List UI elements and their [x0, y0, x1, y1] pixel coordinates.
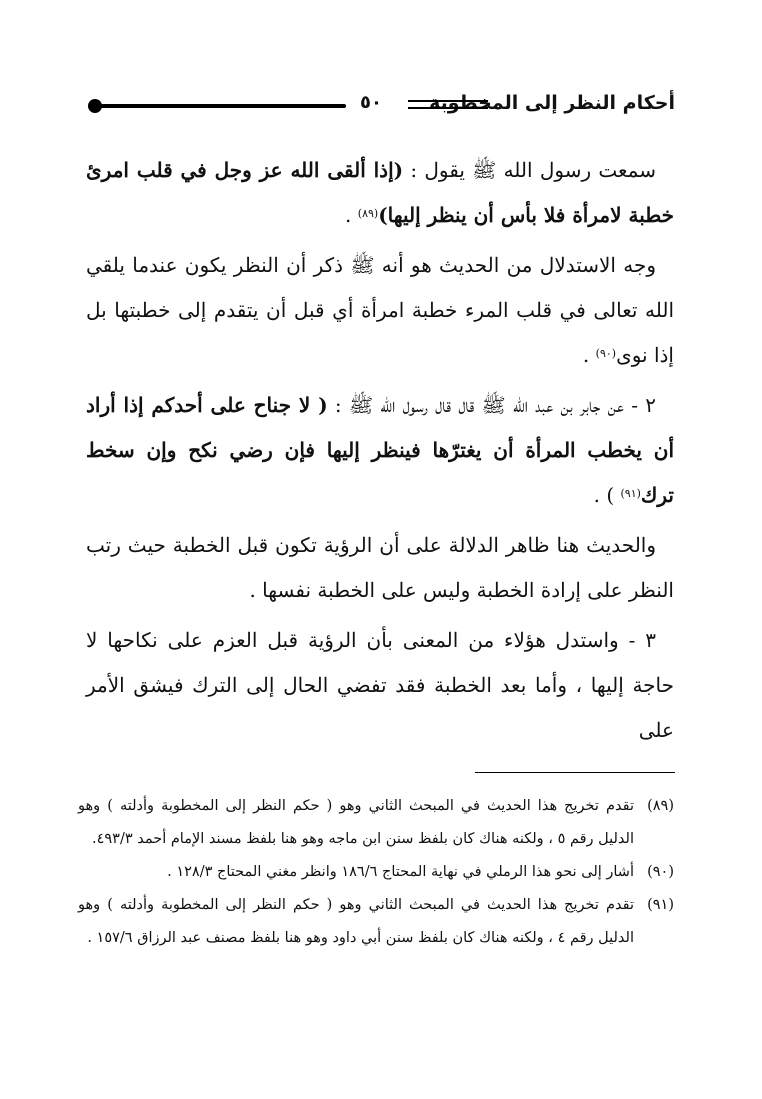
paragraph-hadith-1-end: . [345, 203, 358, 227]
paragraph-hadith-2 [86, 383, 674, 518]
footnote-separator [475, 772, 675, 773]
paragraph-hadith-2-intro: ٢ - عن جابر بن عبد الله ﷺ قال قال رسول الله ﷺ : [327, 393, 656, 417]
footnote-number: (٩١) [647, 897, 674, 913]
hadith-1-quote: (إذا ألقى الله عز وجل في قلب امرئ خطبة لامرأة فلا بأس أن ينظر إليها) [86, 158, 674, 227]
footnote-text: تقدم تخريج هذا الحديث في المبحث الثاني وهو ( حكم النظر إلى المخطوبة وأدلته ) وهو الدليل رقم ٤ ، ولكنه هناك كان بلفظ سنن أبي داود وهو هنا بلفظ مصنف عبد الرزاق ١٥٧/٦ . [78, 897, 634, 946]
paragraph-inference-1-end: . [582, 343, 596, 367]
paragraph-inference-2: والحديث هنا ظاهر الدلالة على أن الرؤية تكون قبل الخطبة حيث رتب النظر على إرادة الخطبة وليس على الخطبة نفسها . [86, 533, 674, 602]
footnote-89 [78, 790, 674, 856]
hadith-2-quote: ( لا جناح على أحدكم إذا أراد أن يخطب المرأة أن يغترّها فينظر إليها فإن رضي نكح وإن سخط ترك [86, 393, 675, 507]
footnote-ref-91: (٩١) [620, 487, 641, 500]
paragraph-hadith-2-end: ) . [593, 483, 621, 507]
footnote-ref-89: (٨٩) [357, 207, 379, 220]
paragraph-hadith-1 [86, 148, 674, 238]
header-rule-dot [88, 99, 102, 113]
header-title: أحكام النظر إلى المخطوبة [429, 92, 675, 114]
footnote-number: (٨٩) [647, 798, 674, 814]
paragraph-hadith-1-intro: سمعت رسول الله ﷺ يقول : [403, 158, 656, 182]
footnotes [78, 790, 674, 955]
footnote-number: (٩٠) [647, 864, 674, 880]
main-text [86, 148, 674, 758]
page-number: ٥٠ [360, 92, 382, 113]
footnote-text: تقدم تخريج هذا الحديث في المبحث الثاني وهو ( حكم النظر إلى المخطوبة وأدلته ) وهو الدليل رقم ٥ ، ولكنه هناك كان بلفظ سنن ابن ماجه وهو هنا بلفظ مسند الإمام أحمد ٤٩٣/٣. [78, 798, 634, 847]
paragraph-inference-1-text: وجه الاستدلال من الحديث هو أنه ﷺ ذكر أن النظر يكون عندما يلقي الله تعالى في قلب المرء خطبة امرأة أي قبل أن يتقدم إلى خطبتها بل إذا نوى [86, 253, 674, 367]
running-header [88, 88, 675, 124]
footnote-91 [78, 889, 674, 955]
footnote-90 [78, 856, 674, 889]
paragraph-inference-1 [86, 243, 674, 378]
footnote-ref-90: (٩٠) [595, 347, 617, 360]
header-thick-rule [94, 104, 346, 108]
paragraph-argument-3: ٣ - واستدل هؤلاء من المعنى بأن الرؤية قبل العزم على نكاحها لا حاجة إليها ، وأما بعد الخطبة فقد تفضي الحال إلى الترك فيشق الأمر على [86, 628, 674, 742]
header-double-rule [408, 100, 488, 109]
footnote-text: أشار إلى نحو هذا الرملي في نهاية المحتاج ١٨٦/٦ وانظر مغني المحتاج ١٢٨/٣ . [167, 864, 634, 880]
